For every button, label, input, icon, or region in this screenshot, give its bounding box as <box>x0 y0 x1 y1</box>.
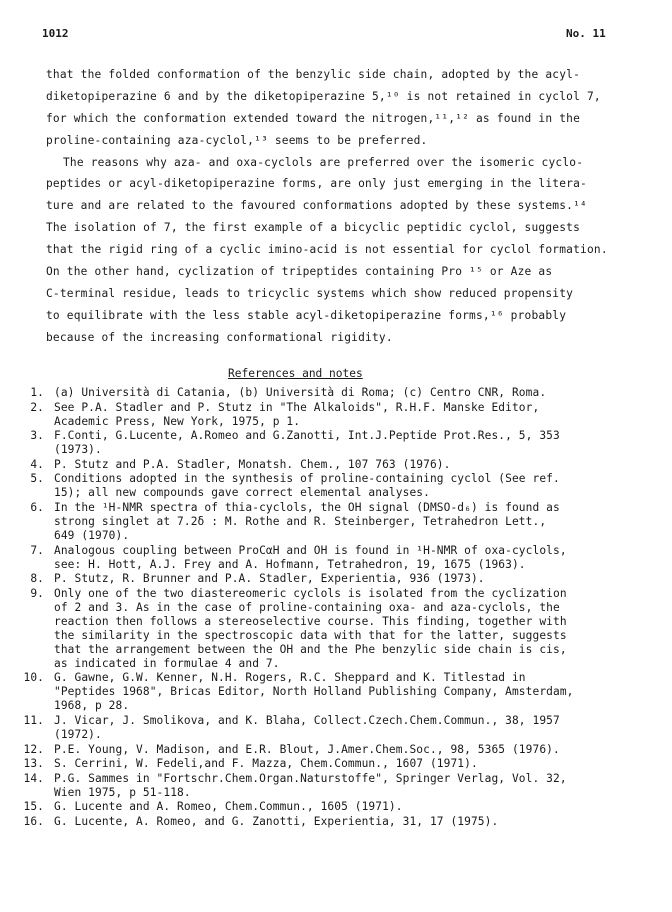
body-line: peptides or acyl-diketopiperazine forms, are only just emerging in the litera- <box>46 177 587 190</box>
reference-text <box>54 743 560 757</box>
reference-number: 2. <box>30 400 44 414</box>
reference-number: 4. <box>30 457 44 471</box>
reference-line: "Peptides 1968", Bricas Editor, North Holland Publishing Company, Amsterdam, <box>54 685 574 699</box>
reference-line: S. Cerrini, W. Fedeli,and F. Mazza, Chem.Commun., 1607 (1971). <box>54 757 478 771</box>
reference-line: P.G. Sammes in "Fortschr.Chem.Organ.Naturstoffe", Springer Verlag, Vol. 32, <box>54 771 567 785</box>
reference-text <box>54 458 450 472</box>
reference-number: 10. <box>23 671 44 685</box>
body-line: that the rigid ring of a cyclic imino-acid is not essential for cyclol formation. <box>46 243 608 256</box>
reference-text <box>54 501 560 543</box>
reference-line: (a) Università di Catania, (b) Università di Roma; (c) Centro CNR, Roma. <box>54 386 547 399</box>
body-line: C-terminal residue, leads to tricyclic systems which show reduced propensity <box>46 287 574 300</box>
reference-line: P. Stutz, R. Brunner and P.A. Stadler, Experientia, 936 (1973). <box>54 572 485 586</box>
reference-text <box>54 386 546 400</box>
reference-line: J. Vicar, J. Smolikova, and K. Blaha, Collect.Czech.Chem.Commun., 38, 1957 <box>54 714 560 727</box>
body-line: The reasons why aza- and oxa-cyclols are preferred over the isomeric cyclo- <box>63 156 584 169</box>
reference-line: reaction then follows a stereoselective course. This finding, together with <box>54 614 567 628</box>
reference-number: 6. <box>30 501 44 514</box>
reference-line: strong singlet at 7.2δ : M. Rothe and R. Steinberger, Tetrahedron Lett., <box>54 515 547 528</box>
reference-line: 1968, p 28. <box>54 699 130 713</box>
reference-text <box>54 714 560 742</box>
reference-line: of 2 and 3. As in the case of proline-containing oxa- and aza-cyclols, the <box>54 600 560 614</box>
reference-line: see: H. Hott, A.J. Frey and A. Hofmann, Tetrahedron, 19, 1675 (1963). <box>54 557 526 571</box>
reference-number: 3. <box>30 429 44 443</box>
body-line: diketopiperazine 6 and by the diketopiperazine 5,¹⁰ is not retained in cyclol 7, <box>46 90 601 103</box>
body-line: proline-containing aza-cyclol,¹³ seems to be preferred. <box>46 134 428 147</box>
body-line: On the other hand, cyclization of tripeptides containing Pro ¹⁵ or Aze as <box>46 265 553 278</box>
reference-line: Academic Press, New York, 1975, p 1. <box>54 414 301 428</box>
reference-line: G. Lucente, A. Romeo, and G. Zanotti, Experientia, 31, 17 (1975). <box>54 815 499 828</box>
reference-text <box>54 815 498 829</box>
reference-line: the similarity in the spectroscopic data with that for the latter, suggests <box>54 628 567 642</box>
reference-text <box>54 800 403 814</box>
issue-number: No. 11 <box>566 27 606 40</box>
reference-text <box>54 587 567 671</box>
reference-number: 15. <box>23 800 44 814</box>
body-line: that the folded conformation of the benzylic side chain, adopted by the acyl- <box>46 68 581 81</box>
reference-line: Analogous coupling between ProCαH and OH is found in ¹H-NMR of oxa-cyclols, <box>54 543 567 557</box>
reference-text <box>54 544 567 572</box>
reference-line: G. Gawne, G.W. Kenner, N.H. Rogers, R.C. Sheppard and K. Titlestad in <box>54 671 526 685</box>
reference-line: P.E. Young, V. Madison, and E.R. Blout, J.Amer.Chem.Soc., 98, 5365 (1976). <box>54 742 560 756</box>
reference-number: 13. <box>23 757 44 771</box>
body-line: to equilibrate with the less stable acyl-diketopiperazine forms,¹⁶ probably <box>46 309 567 322</box>
reference-line: F.Conti, G.Lucente, A.Romeo and G.Zanotti, Int.J.Peptide Prot.Res., 5, 353 <box>54 429 560 443</box>
reference-number: 5. <box>30 472 44 486</box>
reference-text <box>54 772 567 800</box>
body-line: The isolation of 7, the first example of a bicyclic peptidic cyclol, suggests <box>46 221 581 234</box>
reference-text <box>54 472 560 500</box>
reference-line: P. Stutz and P.A. Stadler, Monatsh. Chem., 107 763 (1976). <box>54 457 451 471</box>
references-heading: References and notes <box>228 367 363 380</box>
reference-number: 9. <box>30 586 44 600</box>
reference-line: Only one of the two diastereomeric cyclols is isolated from the cyclization <box>54 586 567 600</box>
body-line: ture and are related to the favoured conformations adopted by these systems.¹⁴ <box>46 199 587 212</box>
reference-line: (1972). <box>54 728 102 741</box>
reference-line: (1973). <box>54 443 102 457</box>
reference-text <box>54 572 485 586</box>
reference-number: 12. <box>23 742 44 756</box>
reference-number: 8. <box>30 572 44 586</box>
reference-line: 15); all new compounds gave correct elemental analyses. <box>54 486 430 500</box>
reference-text <box>54 401 539 429</box>
reference-number: 7. <box>30 543 44 557</box>
reference-line: that the arrangement between the OH and the Phe benzylic side chain is cis, <box>54 642 567 656</box>
reference-line: Wien 1975, p 51-118. <box>54 785 191 799</box>
reference-line: Conditions adopted in the synthesis of proline-containing cyclol (See ref. <box>54 472 560 486</box>
body-line: because of the increasing conformational rigidity. <box>46 331 393 344</box>
reference-line: In the ¹H-NMR spectra of thia-cyclols, the OH signal (DMSO-d₆) is found as <box>54 501 560 514</box>
reference-number: 16. <box>23 815 44 828</box>
reference-line: G. Lucente and A. Romeo, Chem.Commun., 1605 (1971). <box>54 800 403 814</box>
page-number: 1012 <box>42 27 69 40</box>
reference-text <box>54 429 560 457</box>
reference-number: 1. <box>30 386 44 399</box>
reference-text <box>54 757 478 771</box>
body-line: for which the conformation extended toward the nitrogen,¹¹,¹² as found in the <box>46 112 581 125</box>
reference-line: 649 (1970). <box>54 529 130 542</box>
reference-number: 11. <box>23 714 44 727</box>
reference-line: as indicated in formulae 4 and 7. <box>54 656 280 670</box>
reference-number: 14. <box>23 771 44 785</box>
reference-line: See P.A. Stadler and P. Stutz in "The Alkaloids", R.H.F. Manske Editor, <box>54 400 540 414</box>
reference-text <box>54 671 574 713</box>
